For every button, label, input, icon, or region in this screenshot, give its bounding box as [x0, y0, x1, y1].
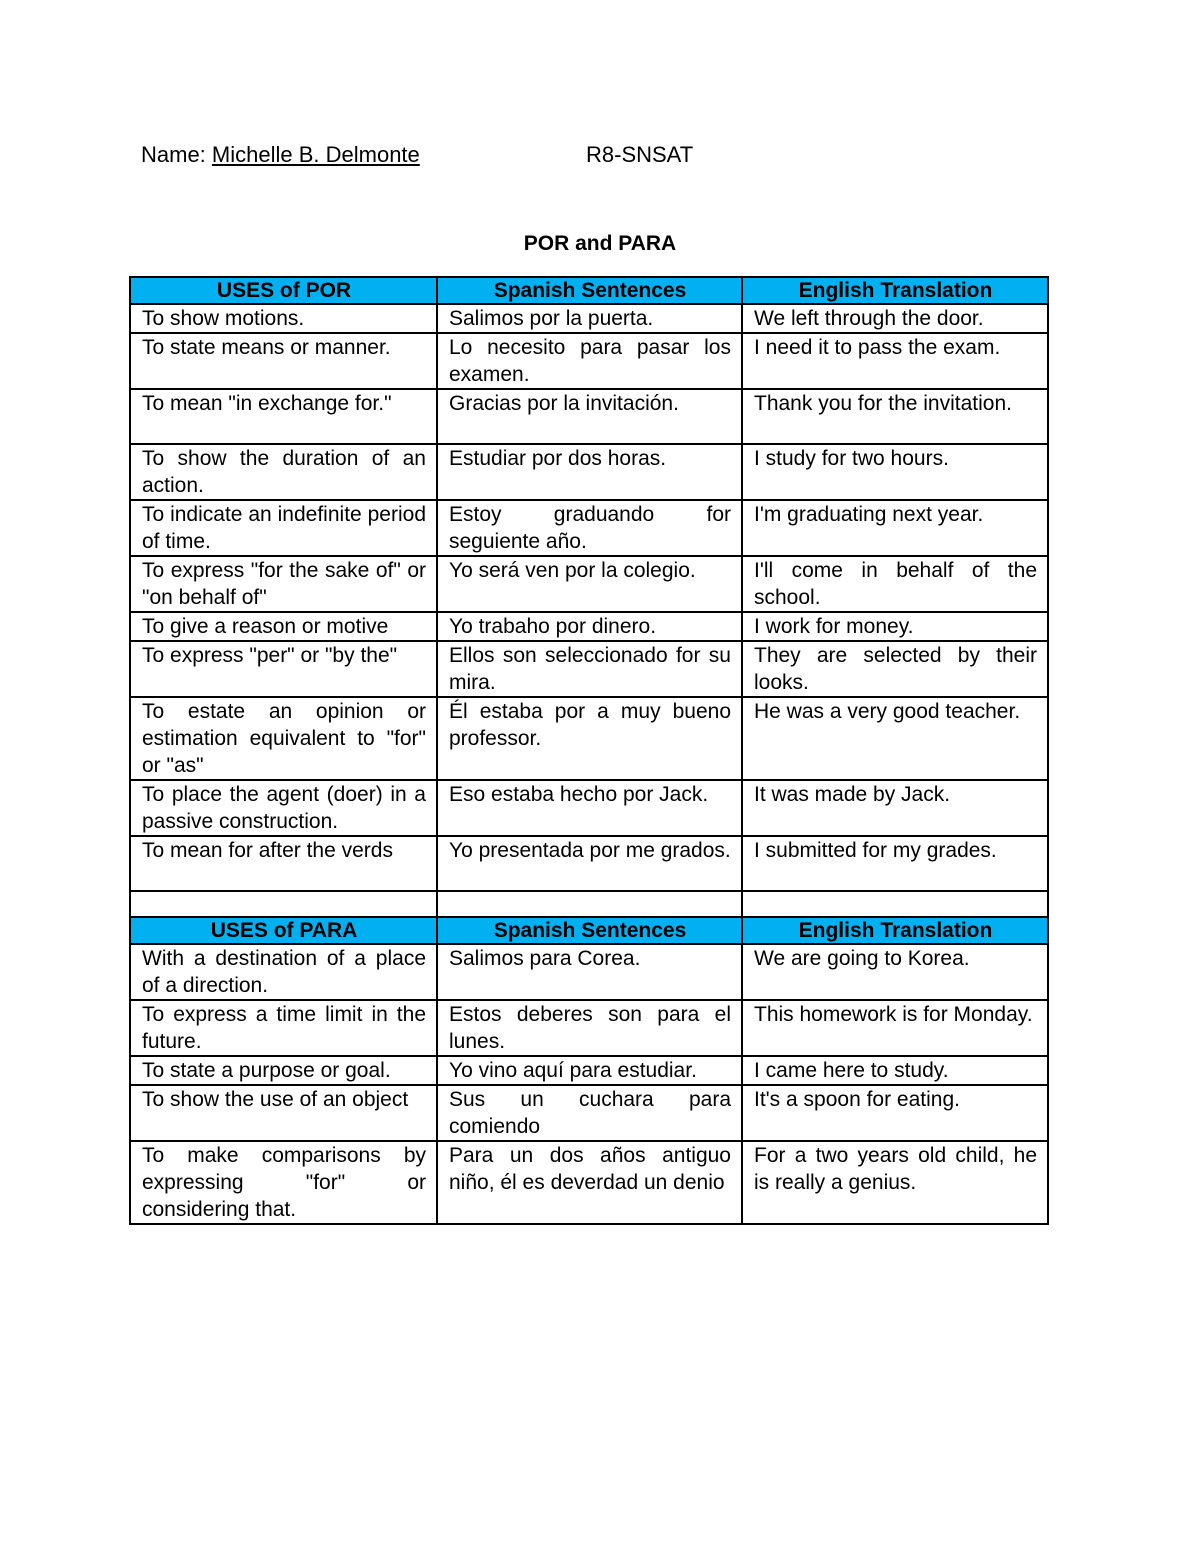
use-cell: To show motions. — [130, 304, 437, 333]
english-cell: We left through the door. — [742, 304, 1048, 333]
para-header-row — [130, 917, 1048, 944]
table-row — [130, 697, 1048, 780]
spanish-cell: Estos deberes son para el lunes. — [437, 1000, 742, 1056]
spanish-cell: Ellos son seleccionado for su mira. — [437, 641, 742, 697]
table-row — [130, 612, 1048, 641]
english-cell: This homework is for Monday. — [742, 1000, 1048, 1056]
spanish-cell: Yo será ven por la colegio. — [437, 556, 742, 612]
empty-cell — [130, 891, 437, 917]
use-cell: To indicate an indefinite period of time. — [130, 500, 437, 556]
use-cell: To show the use of an object — [130, 1085, 437, 1141]
use-cell: To mean "in exchange for." — [130, 389, 437, 444]
header-cell-spanish: Spanish Sentences — [437, 277, 742, 304]
empty-cell — [742, 891, 1048, 917]
spanish-cell: Para un dos años antiguo niño, él es deverdad un denio — [437, 1141, 742, 1224]
spanish-cell: Sus un cuchara para comiendo — [437, 1085, 742, 1141]
header-cell-spanish: Spanish Sentences — [437, 917, 742, 944]
english-cell: I'll come in behalf of the school. — [742, 556, 1048, 612]
use-cell: To express a time limit in the future. — [130, 1000, 437, 1056]
spanish-cell: Yo trabaho por dinero. — [437, 612, 742, 641]
english-cell: Thank you for the invitation. — [742, 389, 1048, 444]
spanish-cell: Él estaba por a muy bueno professor. — [437, 697, 742, 780]
header-cell-uses: USES of PARA — [130, 917, 437, 944]
use-cell: To place the agent (doer) in a passive construction. — [130, 780, 437, 836]
table-row — [130, 500, 1048, 556]
page-title: POR and PARA — [523, 232, 677, 255]
name-line — [141, 142, 420, 168]
table-row — [130, 556, 1048, 612]
header-cell-uses: USES of POR — [130, 277, 437, 304]
english-cell: It was made by Jack. — [742, 780, 1048, 836]
empty-cell — [437, 891, 742, 917]
header-cell-english: English Translation — [742, 277, 1048, 304]
spanish-cell: Yo presentada por me grados. — [437, 836, 742, 891]
english-cell: They are selected by their looks. — [742, 641, 1048, 697]
table-row — [130, 389, 1048, 444]
spanish-cell: Estudiar por dos horas. — [437, 444, 742, 500]
por-para-table — [129, 276, 1049, 1225]
use-cell: To state a purpose or goal. — [130, 1056, 437, 1085]
table-row — [130, 836, 1048, 891]
use-cell: To state means or manner. — [130, 333, 437, 389]
use-cell: To show the duration of an action. — [130, 444, 437, 500]
english-cell: I submitted for my grades. — [742, 836, 1048, 891]
spacer-row — [130, 891, 1048, 917]
spanish-cell: Lo necesito para pasar los examen. — [437, 333, 742, 389]
spanish-cell: Eso estaba hecho por Jack. — [437, 780, 742, 836]
spanish-cell: Gracias por la invitación. — [437, 389, 742, 444]
use-cell: To express "for the sake of" or "on behalf of" — [130, 556, 437, 612]
english-cell: I study for two hours. — [742, 444, 1048, 500]
table-row — [130, 1056, 1048, 1085]
student-name: Michelle B. Delmonte — [211, 142, 420, 167]
english-cell: I work for money. — [742, 612, 1048, 641]
por-header-row — [130, 277, 1048, 304]
table-row — [130, 444, 1048, 500]
use-cell: To express "per" or "by the" — [130, 641, 437, 697]
english-cell: I'm graduating next year. — [742, 500, 1048, 556]
header-cell-english: English Translation — [742, 917, 1048, 944]
spanish-cell: Salimos para Corea. — [437, 944, 742, 1000]
english-cell: He was a very good teacher. — [742, 697, 1048, 780]
spanish-cell: Estoy graduando for seguiente año. — [437, 500, 742, 556]
english-cell: For a two years old child, he is really a genius. — [742, 1141, 1048, 1224]
english-cell: It's a spoon for eating. — [742, 1085, 1048, 1141]
use-cell: To make comparisons by expressing "for" or considering that. — [130, 1141, 437, 1224]
spanish-cell: Yo vino aquí para estudiar. — [437, 1056, 742, 1085]
english-cell: I need it to pass the exam. — [742, 333, 1048, 389]
use-cell: To give a reason or motive — [130, 612, 437, 641]
spanish-cell: Salimos por la puerta. — [437, 304, 742, 333]
table-row — [130, 944, 1048, 1000]
table-row — [130, 1085, 1048, 1141]
use-cell: With a destination of a place of a direction. — [130, 944, 437, 1000]
name-label: Name: — [141, 142, 212, 167]
table-row — [130, 304, 1048, 333]
english-cell: I came here to study. — [742, 1056, 1048, 1085]
english-cell: We are going to Korea. — [742, 944, 1048, 1000]
section-code: R8-SNSAT — [586, 142, 694, 167]
table-row — [130, 1141, 1048, 1224]
table-row — [130, 333, 1048, 389]
table-row — [130, 641, 1048, 697]
table-row — [130, 780, 1048, 836]
use-cell: To mean for after the verds — [130, 836, 437, 891]
use-cell: To estate an opinion or estimation equivalent to "for" or "as" — [130, 697, 437, 780]
table-row — [130, 1000, 1048, 1056]
